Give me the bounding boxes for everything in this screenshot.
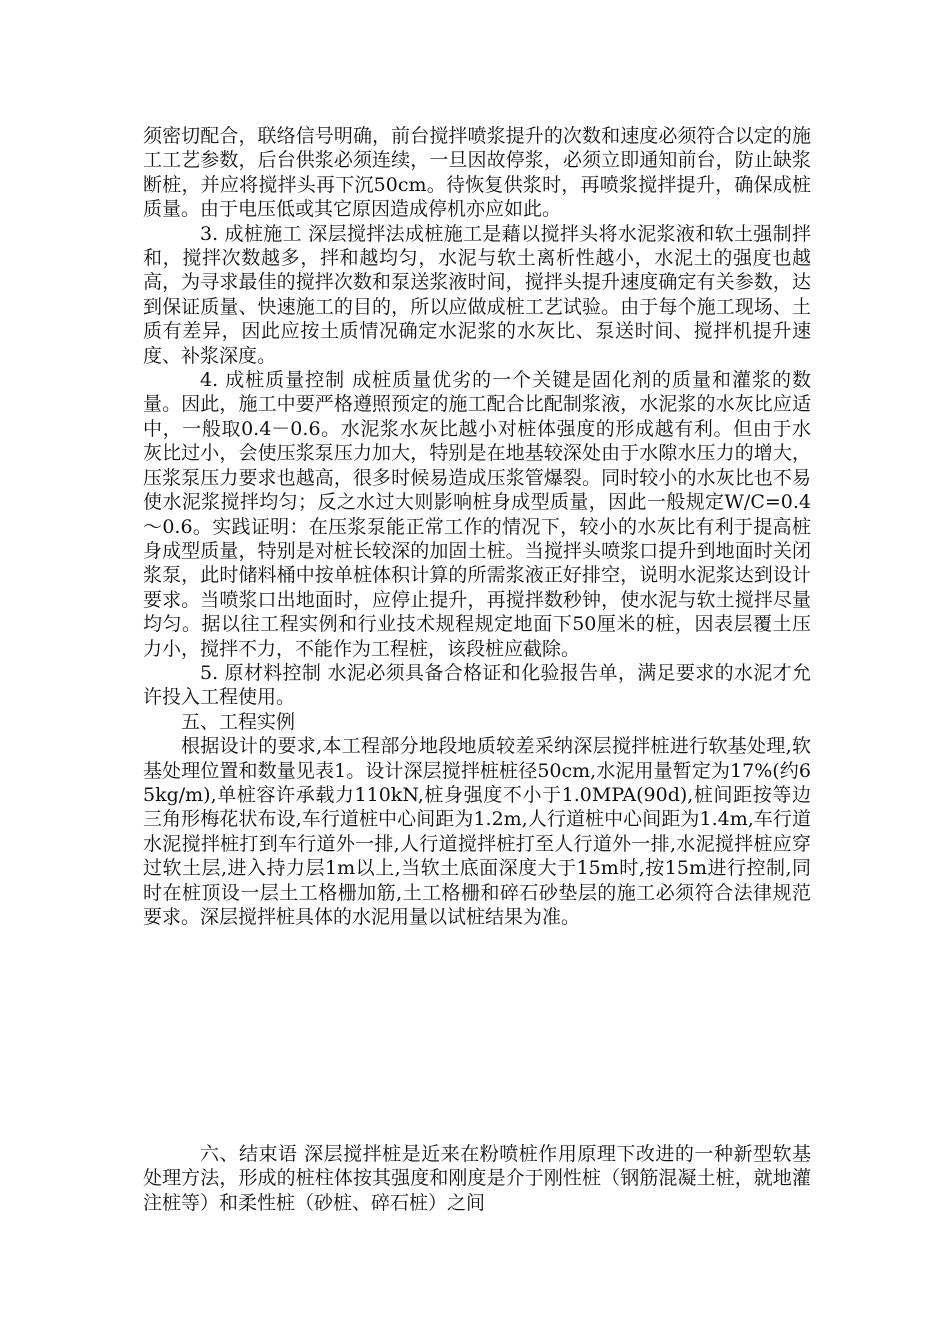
paragraph-continuation: 须密切配合，联络信号明确，前台搅拌喷浆提升的次数和速度必须符合以定的施工工艺参数，后台供浆必须连续，一旦因故停浆，必须立即通知前台，防止缺浆断桩，并应将搅拌头再下沉50cm。待恢复供浆时，再喷浆搅拌提升，确保成桩质量。由于电压低或其它原因造成停机亦应如此。 [143, 125, 811, 221]
paragraph-quality-control: 4. 成桩质量控制 成桩质量优劣的一个关键是固化剂的质量和灌浆的数量。因此，施工中要严格遵照预定的施工配合比配制浆液，水泥浆的水灰比应适中，一般取0.4－0.6。水泥浆水灰比越小对桩体强度的形成越有利。但由于水灰比过小，会使压浆泵压力加大，特别是在地基较深处由于水隙水压力的增大，压浆泵压力要求也越高，很多时候易造成压浆管爆裂。同时较小的水灰比也不易使水泥浆搅拌均匀；反之水过大则影响桩身成型质量，因此一般规定W/C=0.4～0.6。实践证明：在压浆泵能正常工作的情况下，较小的水灰比有利于提高桩身成型质量，特别是对桩长较深的加固土桩。当搅拌头喷浆口提升到地面时关闭浆泵，此时储料桶中按单桩体积计算的所需浆液正好排空，说明水泥浆达到设计要求。当喷浆口出地面时，应停止提升，再搅拌数秒钟，使水泥与软土搅拌尽量均匀。据以往工程实例和行业技术规程规定地面下50厘米的桩，因表层覆土压力小，搅拌不力，不能作为工程桩，该段桩应截除。 [143, 369, 811, 660]
paragraph-pile-construction: 3. 成桩施工 深层搅拌法成桩施工是藉以搅拌头将水泥浆液和软土强制拌和，搅拌次数越多，拌和越均匀，水泥与软土离析性越小，水泥土的强度也越高，为寻求最佳的搅拌次数和泵送浆液时间，搅拌头提升速度确定有关参数，达到保证质量、快速施工的目的，所以应做成桩工艺试验。由于每个施工现场、土质有差异，因此应按土质情况确定水泥浆的水灰比、泵送时间、搅拌机提升速度、补浆深度。 [143, 222, 811, 367]
body-text-upper [143, 124, 811, 929]
paragraph-conclusion: 六、结束语 深层搅拌桩是近来在粉喷桩作用原理下改进的一种新型软基处理方法，形成的桩柱体按其强度和刚度是介于刚性桩（钢筋混凝土桩，就地灌注桩等）和柔性桩（砂桩、碎石桩）之间 [143, 1143, 811, 1214]
section-heading-engineering-example: 五、工程实例 [181, 710, 296, 733]
body-text-lower [143, 1142, 811, 1215]
paragraph-engineering-example: 根据设计的要求,本工程部分地段地质较差采纳深层搅拌桩进行软基处理,软基处理位置和数量见表1。设计深层搅拌桩桩径50cm,水泥用量暂定为17%(约65kg/m),单桩容许承载力110kN,桩身强度不小于1.0MPA(90d),桩间距按等边三角形梅花状布设,车行道桩中心间距为1.2m,人行道桩中心间距为1.4m,车行道水泥搅拌桩打到车行道外一排,人行道搅拌桩打至人行道外一排,水泥搅拌桩应穿过软土层,进入持力层1m以上,当软土底面深度大于15m时,按15m进行控制,同时在桩顶设一层土工格栅加筋,土工格栅和碎石砂垫层的施工必须符合法律规范要求。深层搅拌桩具体的水泥用量以试桩结果为准。 [143, 735, 811, 928]
paragraph-material-control: 5. 原材料控制 水泥必须具备合格证和化验报告单，满足要求的水泥才允许投入工程使用。 [143, 661, 811, 709]
